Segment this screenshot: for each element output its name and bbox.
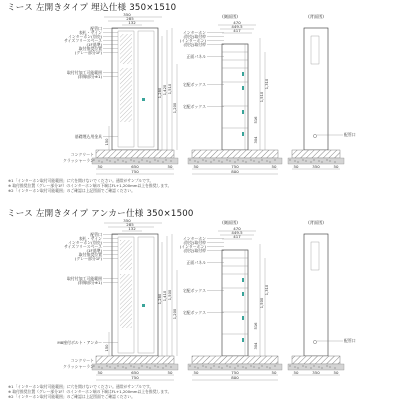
height-dim-label: 1,410	[163, 290, 167, 302]
gravel-dot	[258, 367, 259, 368]
dim-side-inner: 449.5	[231, 24, 243, 29]
gravel-dot	[109, 160, 110, 161]
gravel-dot	[234, 367, 235, 368]
gravel-dot	[117, 365, 118, 366]
gravel-dot	[194, 366, 195, 367]
gravel-dot	[133, 160, 134, 161]
side-callout-label: 宅配ボックス	[182, 288, 206, 293]
concrete-base	[192, 356, 278, 364]
gravel-dot	[133, 366, 134, 367]
side-callout-label: インターホン	[182, 236, 206, 241]
gravel-dot	[318, 366, 319, 367]
side-callout-label: インターホン	[182, 30, 206, 35]
front-callout-label: 配管口	[90, 26, 102, 31]
section-1-drawings	[8, 12, 356, 193]
gravel-dot	[101, 367, 102, 368]
gravel-dot	[157, 366, 158, 367]
height-dim-label: 1,200	[173, 102, 177, 114]
gravel-dot	[125, 367, 126, 368]
gravel-dot	[253, 366, 254, 367]
box-handle-marker	[242, 110, 244, 114]
height-dim-label: 1,420	[163, 84, 167, 96]
front-callout-label: (1F基準)	[86, 248, 102, 253]
gravel-dot	[221, 161, 222, 162]
front-callout-label: 表札・サイン	[78, 30, 102, 35]
bottom-dim: 750	[231, 164, 239, 169]
gravel-dot	[326, 159, 327, 160]
side-callout-label: 宅配ボックス	[182, 104, 206, 109]
gravel-dot	[189, 159, 190, 160]
footnote-line: ※2「インターホン取付可能範囲」のご確認は上記図面でご確認ください。	[8, 394, 135, 399]
gravel-dot	[334, 161, 335, 162]
gravel-dot	[261, 365, 262, 366]
gravel-dot	[258, 161, 259, 162]
back-cabinet	[304, 234, 328, 356]
gravel-dot	[114, 161, 115, 162]
gravel-dot	[302, 159, 303, 160]
bottom-dim: 650	[131, 370, 139, 375]
gravel-dot	[109, 366, 110, 367]
gravel-dot	[310, 367, 311, 368]
back-cabinet	[304, 28, 328, 150]
bottom-dim: 750	[131, 375, 139, 380]
gravel-dot	[98, 366, 99, 367]
side-height-label: 516	[254, 116, 258, 124]
height-dim-label: 1,510	[168, 83, 172, 95]
box-handle-marker	[242, 72, 244, 76]
side-callout-label: 正面パネル	[186, 54, 206, 59]
front-callout-label: 取付推奨位置	[78, 46, 102, 51]
gravel-dot	[170, 366, 171, 367]
gravel-dot	[305, 160, 306, 161]
gravel-dot	[245, 161, 246, 162]
intercom-mount-area	[120, 274, 132, 328]
gravel-dot	[250, 159, 251, 160]
side-view-caption: (側面図)	[222, 220, 238, 225]
gravel-dot	[229, 366, 230, 367]
front-callout-label: インターホン(別売)	[67, 240, 102, 245]
gravel-dot	[226, 159, 227, 160]
gravel-dot	[297, 367, 298, 368]
side-height-label: 1,510	[260, 91, 264, 103]
bottom-dim: 50	[167, 370, 173, 375]
bottom-dim: 50	[97, 164, 103, 169]
box-handle-marker	[242, 132, 244, 136]
ground-label-gravel: クラッシャーラン	[63, 158, 94, 163]
ground-label-concrete: コンクリート	[70, 152, 94, 157]
footnote-line: ※1「インターホン取付可能範囲」に穴を開けないでください。通常がサンプルです。	[8, 384, 154, 389]
gravel-dot	[266, 160, 267, 161]
side-height-label: 304	[254, 136, 258, 144]
gravel-dot	[138, 367, 139, 368]
gravel-dot	[125, 161, 126, 162]
side-callout-label: 正面パネル	[186, 260, 206, 265]
dim-front-inner: 285	[126, 222, 134, 227]
front-callout-label: サイズフリースペース	[63, 38, 102, 43]
concrete-base	[96, 356, 174, 364]
bottom-dim: 50	[333, 370, 339, 375]
gravel-dot	[294, 366, 295, 367]
gravel-dot	[205, 366, 206, 367]
side-callout-label: (インターホン)	[179, 38, 206, 43]
bottom-dim: 350	[312, 164, 320, 169]
gravel-dot	[189, 365, 190, 366]
gravel-dot	[122, 366, 123, 367]
front-callout-label: サイズフリースペース	[63, 244, 102, 249]
concrete-base	[292, 356, 340, 364]
gravel-dot	[170, 160, 171, 161]
gravel-dot	[202, 159, 203, 160]
gravel-dot	[205, 160, 206, 161]
gravel-dot	[321, 367, 322, 368]
gravel-dot	[213, 365, 214, 366]
gravel-dot	[242, 366, 243, 367]
bottom-dim: 750	[231, 370, 239, 375]
height-dim-label: 1,500	[168, 289, 172, 301]
dim-side-box: 417	[233, 28, 241, 33]
gravel-dot	[101, 161, 102, 162]
box-handle-marker	[242, 338, 244, 342]
bottom-dim: 650	[131, 164, 139, 169]
box-handle-marker	[242, 86, 244, 90]
intercom-free-space	[120, 240, 132, 270]
gravel-dot	[141, 365, 142, 366]
front-callout-label: M8座付ボルト・アンカー	[57, 340, 102, 345]
bottom-dim: 50	[193, 164, 199, 169]
back-view-caption: (背面図)	[308, 14, 324, 19]
box-handle-marker	[242, 316, 244, 320]
gravel-dot	[245, 367, 246, 368]
gravel-dot	[165, 159, 166, 160]
gravel-dot	[242, 160, 243, 161]
gravel-dot	[197, 367, 198, 368]
gravel-dot	[269, 367, 270, 368]
height-dim-label: 1,200	[173, 308, 177, 320]
gravel-dot	[221, 367, 222, 368]
bottom-dim: 800	[231, 169, 239, 174]
bottom-dim: 50	[271, 164, 277, 169]
gravel-dot	[237, 365, 238, 366]
dim-side-depth: 470	[233, 20, 241, 25]
dim-front-width: 350	[123, 218, 131, 223]
gravel-dot	[237, 159, 238, 160]
section-2-drawings	[8, 218, 356, 399]
front-callout-label: (1F基準)	[86, 42, 102, 47]
gravel-dot	[194, 160, 195, 161]
side-height-label: 1,310	[265, 78, 269, 90]
gravel-dot	[274, 365, 275, 366]
bottom-dim: 50	[271, 370, 277, 375]
gravel-dot	[146, 366, 147, 367]
back-view-caption: (背面図)	[308, 220, 324, 225]
front-callout-label: 取付推奨位置	[78, 252, 102, 257]
gravel-dot	[138, 161, 139, 162]
front-callout-label: 配管口	[90, 232, 102, 237]
gravel-dot	[157, 160, 158, 161]
bottom-dim: 800	[231, 375, 239, 380]
back-callout-label: 配管口	[344, 338, 356, 343]
intercom-mount-area	[120, 68, 132, 122]
concrete-base	[192, 150, 278, 158]
gravel-dot	[149, 367, 150, 368]
gravel-dot	[106, 159, 107, 160]
gravel-dot	[210, 367, 211, 368]
gravel-dot	[318, 160, 319, 161]
gravel-dot	[326, 365, 327, 366]
dim-side-inner: 449.5	[231, 230, 243, 235]
dim-front-slot: 132	[128, 20, 136, 25]
mount-marker	[142, 98, 145, 101]
gravel-dot	[130, 365, 131, 366]
front-callout-label: (グレー部分1F)	[74, 256, 102, 261]
gravel-dot	[261, 159, 262, 160]
gravel-dot	[162, 367, 163, 368]
gravel-dot	[302, 365, 303, 366]
height-dim-label: 1,280	[158, 293, 162, 305]
side-callout-label: 宅配ボックス	[182, 310, 206, 315]
gravel-dot	[253, 160, 254, 161]
height-dim-label: 150	[105, 344, 109, 352]
gravel-dot	[250, 365, 251, 366]
gravel-dot	[149, 161, 150, 162]
front-callout-label: (斜線部分※1)	[77, 280, 102, 285]
front-cabinet	[112, 234, 158, 356]
gravel-dot	[313, 365, 314, 366]
side-callout-label: (インターホン)	[179, 244, 206, 249]
gravel-dot	[213, 159, 214, 160]
gravel-dot	[218, 160, 219, 161]
side-callout-label: (別売)取付枠	[183, 248, 206, 253]
bottom-dim: 50	[167, 164, 173, 169]
gravel-dot	[130, 159, 131, 160]
concrete-base	[292, 150, 340, 158]
bottom-dim: 50	[293, 164, 299, 169]
side-callout-label: (別売)取付枠	[183, 240, 206, 245]
side-height-label: 516	[254, 322, 258, 330]
front-callout-label: 表札・サイン	[78, 236, 102, 241]
gravel-dot	[274, 159, 275, 160]
dim-front-inner: 285	[126, 16, 134, 21]
side-callout-label: (別売)取付枠	[183, 42, 206, 47]
gravel-dot	[165, 365, 166, 366]
gravel-dot	[106, 365, 107, 366]
gravel-dot	[229, 160, 230, 161]
gravel-dot	[117, 159, 118, 160]
dim-front-width: 350	[123, 12, 131, 17]
front-callout-label: (グレー部分1F)	[74, 50, 102, 55]
gravel-dot	[114, 367, 115, 368]
front-cabinet	[112, 28, 158, 150]
side-height-label: 304	[254, 342, 258, 350]
bottom-dim: 750	[131, 169, 139, 174]
gravel-dot	[146, 160, 147, 161]
footnote-line: ※ 取付推奨位置（グレー部分1F）のインターホン端の下端はFL+1,200mm以上を推奨します。	[8, 389, 172, 394]
side-height-label: 1,500	[260, 297, 264, 309]
concrete-base	[96, 150, 174, 158]
gravel-dot	[313, 159, 314, 160]
bottom-dim: 50	[97, 370, 103, 375]
height-dim-label: 1,280	[158, 87, 162, 99]
gravel-dot	[122, 160, 123, 161]
gravel-dot	[218, 366, 219, 367]
ground-label-concrete: コンクリート	[70, 358, 94, 363]
gravel-dot	[210, 161, 211, 162]
gravel-dot	[162, 161, 163, 162]
height-dim-label: 150	[105, 138, 109, 146]
side-callout-label: (別売)取付枠	[183, 34, 206, 39]
front-callout-label: (斜線部分※1)	[77, 74, 102, 79]
gravel-dot	[334, 367, 335, 368]
side-height-label: 1,310	[265, 284, 269, 296]
gravel-dot	[310, 161, 311, 162]
gravel-dot	[234, 161, 235, 162]
gravel-dot	[98, 160, 99, 161]
gravel-dot	[154, 365, 155, 366]
footnote-line: ※ 取付推奨位置（グレー部分1F）のインターホン端の下端はFL+1,200mm以上を推奨します。	[8, 183, 172, 188]
gravel-dot	[154, 159, 155, 160]
mount-marker	[142, 304, 145, 307]
dim-side-box: 417	[233, 234, 241, 239]
gravel-dot	[197, 161, 198, 162]
bottom-dim: 350	[312, 370, 320, 375]
gravel-dot	[226, 365, 227, 366]
footnote-line: ※1「インターホン取付可能範囲」に穴を開けないでください。通常がサンプルです。	[8, 178, 154, 183]
dim-side-depth: 470	[233, 226, 241, 231]
gravel-dot	[202, 365, 203, 366]
front-callout-label: 取付付加工可能範囲	[66, 70, 102, 75]
gravel-dot	[289, 365, 290, 366]
dim-front-slot: 132	[128, 226, 136, 231]
gravel-dot	[294, 160, 295, 161]
ground-label-gravel: クラッシャーラン	[63, 364, 94, 369]
gravel-dot	[329, 160, 330, 161]
footnote-line: ※2「インターホン取付可能範囲」のご確認は上記図面でご確認ください。	[8, 188, 135, 193]
gravel-dot	[269, 161, 270, 162]
gravel-dot	[289, 159, 290, 160]
side-view-caption: (側面図)	[222, 14, 238, 19]
intercom-free-space	[120, 34, 132, 64]
bottom-dim: 50	[333, 164, 339, 169]
section-title-2: ミース 左開きタイプ アンカー仕様 350×1500	[7, 209, 194, 219]
bottom-dim: 50	[193, 370, 199, 375]
bottom-dim: 50	[293, 370, 299, 375]
gravel-dot	[305, 366, 306, 367]
gravel-dot	[266, 366, 267, 367]
gravel-dot	[321, 161, 322, 162]
side-callout-label: 宅配ボックス	[182, 82, 206, 87]
back-callout-label: 配管口	[344, 132, 356, 137]
front-callout-label: インターホン(別売)	[67, 34, 102, 39]
gravel-dot	[297, 161, 298, 162]
front-callout-label: 取付付加工可能範囲	[66, 276, 102, 281]
box-handle-marker	[242, 292, 244, 296]
gravel-dot	[141, 159, 142, 160]
section-title-1: ミース 左開きタイプ 埋込仕様 350×1510	[7, 3, 177, 13]
gravel-dot	[329, 366, 330, 367]
box-handle-marker	[242, 278, 244, 282]
front-callout-label: 基礎埋込用金具	[74, 134, 102, 139]
